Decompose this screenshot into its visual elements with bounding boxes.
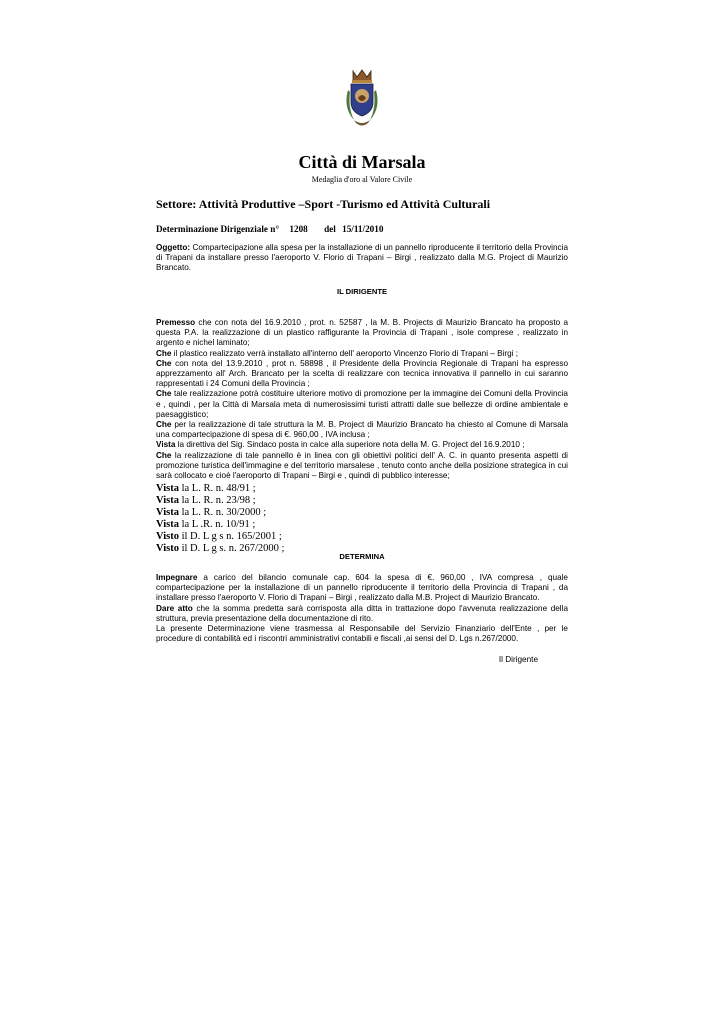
decision-item: Impegnare a carico del bilancio comunale cap. 604 la spesa di €. 960,00 , IVA compresa , quale compartecipazione per la installazione di un pannello riproducente il territorio della Provincia di Trapani , da installare presso l'aeroporto V. Florio di Trapani – Birgi , realizzato dalla M.B. Project di Maurizio Brancato. [156, 573, 568, 603]
premise-item: Che la realizzazione di tale pannello è in linea con gli obiettivi politici dell' A. C. in quanto presenta aspetti di promozione turistica dell'immagine e del territorio marsalese , tenuto conto anche della posizione strategica in cui sarà collocato e cioè l'aeroporto di Trapani – Birgi e , quindi di pubblico interesse; [156, 450, 569, 481]
subject-text: Compartecipazione alla spesa per la installazione di un pannello riproducente il territorio della Provincia di Trapani da installare presso l'aeroporto V. Florio di Trapani – Birgi , realizzato dalla M.G. Project di Maurizio Brancato. [156, 243, 569, 273]
premise-item: Che tale realizzazione potrà costituire ulteriore motivo di promozione per la immagine dei Comuni della Provincia e , quindi , per la Città di Marsala meta di numerosissimi turisti attratti dalle sue bellezze di ordine ambientale e paesaggistico; [156, 389, 568, 419]
subject-label: Oggetto: [156, 243, 191, 252]
determination-label: Determinazione Dirigenziale n° [156, 224, 280, 234]
decision-heading: DETERMINA [339, 552, 385, 561]
premise-item: Che per la realizzazione di tale struttura la M. B. Project di Maurizio Brancato ha chiesto al Comune di Marsala una compartecipazione di spesa di €. 960,00 , IVA inclusa ; [156, 420, 568, 440]
decision-item: La presente Determinazione viene trasmessa al Responsabile del Servizio Finanziario dell'Ente , per le procedure di contabilità ed i riscontri amministrativi contabili e fiscali ,ai sensi del D. Lgs n.267/2000. [156, 624, 568, 644]
city-subtitle: Medaglia d'oro al Valore Civile [311, 175, 413, 184]
law-item: Vista la L. R. n. 23/98 ; [156, 495, 256, 506]
law-item: Vista la L. R. n. 48/91 ; [156, 483, 256, 494]
subject-paragraph [156, 243, 568, 274]
decision-item: Dare atto che la somma predetta sarà corrisposta alla ditta in trattazione dopo l'avvenuta realizzazione della struttura, previa presentazione della documentazione di rito. [156, 603, 568, 623]
law-item: Visto il D. L g s. n. 267/2000 ; [156, 543, 285, 554]
decisions-section [156, 573, 568, 644]
premise-item: Premesso che con nota del 16.9.2010 , prot. n. 52587 , la M. B. Projects di Maurizio Brancato ha proposto a questa P.A. la realizzazione di un plastico raffigurante la Provincia di Trapani , isole comprese , realizzato in argento e nichel laminato; [156, 318, 568, 348]
role-heading: IL DIRIGENTE [336, 287, 388, 296]
determination-date: 15/11/2010 [342, 224, 384, 234]
laws-section [156, 483, 568, 555]
signature-label: Il Dirigente [498, 655, 538, 664]
determination-line [156, 224, 383, 234]
determination-date-label: del [324, 224, 336, 234]
premise-item: Vista la direttiva del Sig. Sindaco posta in calce alla superiore nota della M. G. Project del 16.9.2010 ; [156, 440, 525, 450]
premise-item: Che con nota del 13.9.2010 , prot n. 58898 , il Presidente della Provincia Regionale di Trapani ha espresso apprezzamento all' Arch. Brancato per la scelta di realizzare con tecnica innovativa il pannello in cui saranno rappresentati i 24 Comuni della Provincia ; [156, 358, 568, 389]
law-item: Vista la L .R. n. 10/91 ; [156, 519, 256, 530]
city-crest-emblem [340, 68, 384, 132]
premise-item: Che il plastico realizzato verrà installato all'interno dell' aeroporto Vincenzo Florio di Trapani – Birgi ; [156, 348, 519, 358]
law-item: Visto il D. L g s n. 165/2001 ; [156, 531, 282, 542]
law-item: Vista la L. R. n. 30/2000 ; [156, 507, 267, 518]
premises-section [156, 318, 568, 481]
determination-number: 1208 [289, 224, 308, 234]
city-title: Città di Marsala [298, 152, 426, 172]
sector-heading: Settore: Attività Produttive –Sport -Turismo ed Attività Culturali [156, 197, 491, 211]
